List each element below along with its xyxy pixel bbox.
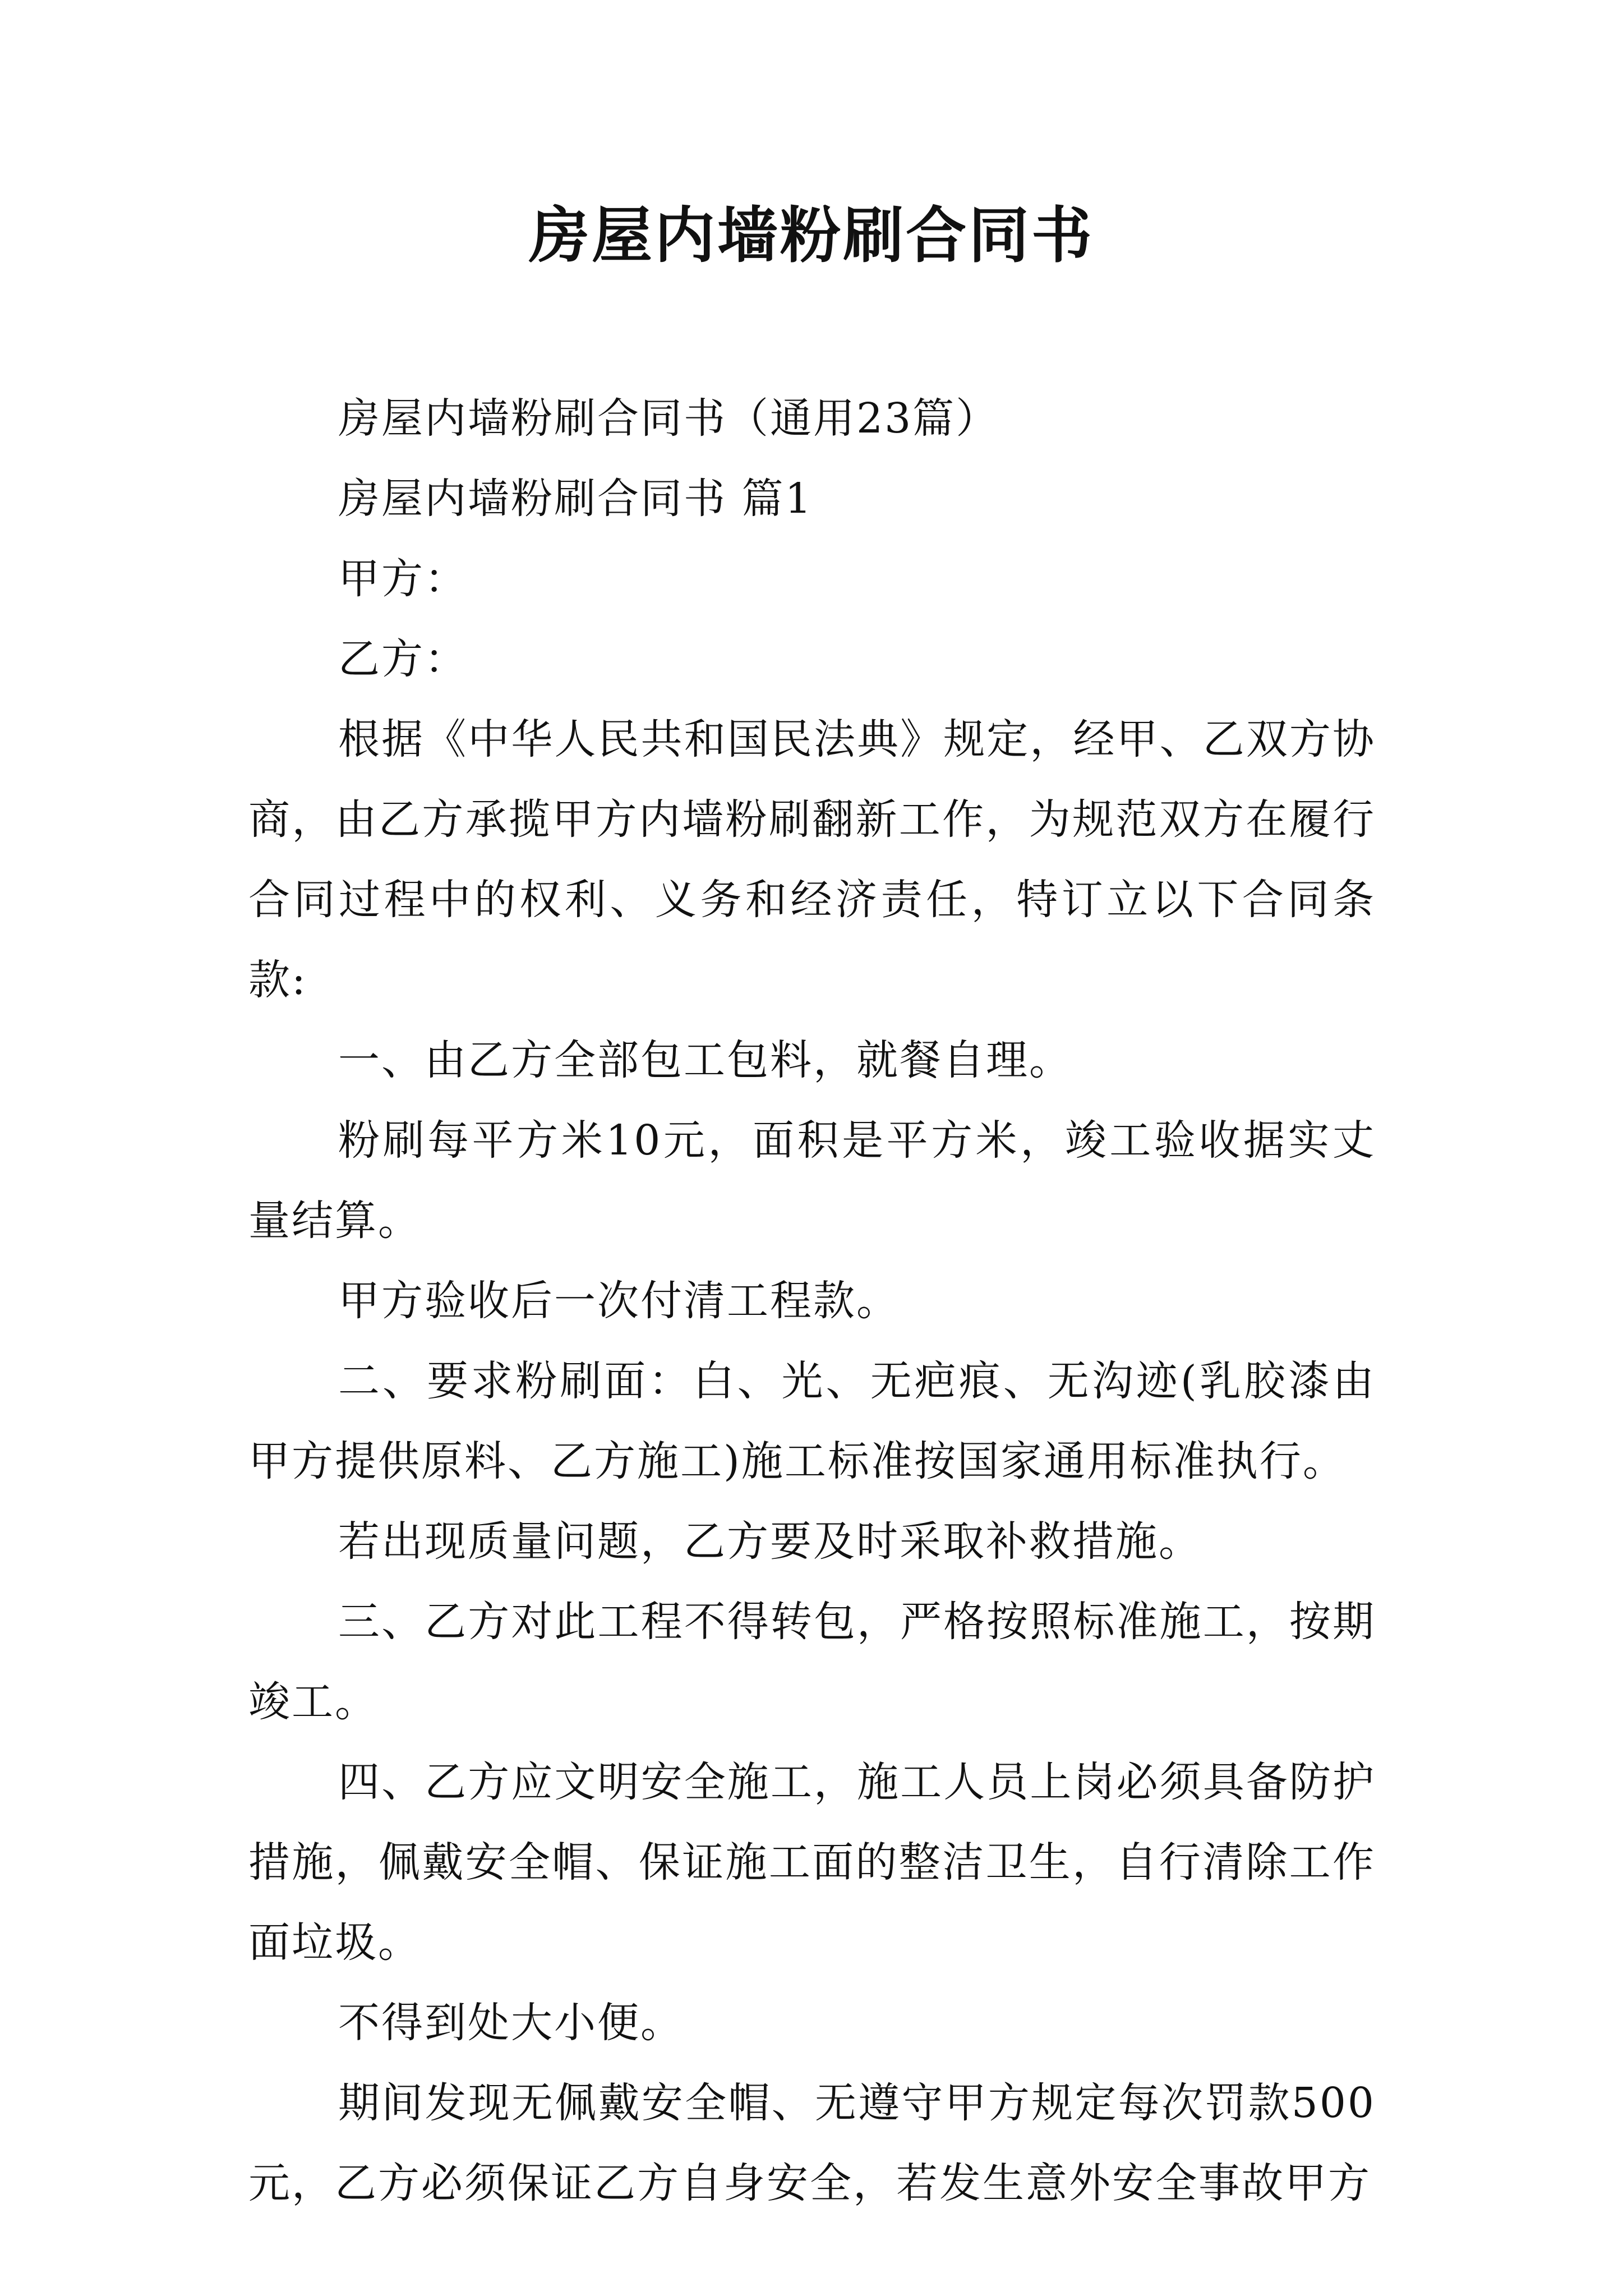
preamble-paragraph: 根据《中华人民共和国民法典》规定，经甲、乙双方协商，由乙方承揽甲方内墙粉刷翻新工作，为规范双方在履行合同过程中的权利、义务和经济责任，特订立以下合同条款: [248, 715, 1376, 1004]
payment-paragraph: 甲方验收后一次付清工程款。 [338, 1277, 900, 1325]
document-title: 房屋内墙粉刷合同书 [528, 200, 1094, 271]
party-a-line: 甲方： [338, 555, 468, 603]
penalty-paragraph: 期间发现无佩戴安全帽、无遵守甲方规定每次罚款500元，乙方必须保证乙方自身安全，若发生意外安全事故甲方 [248, 2079, 1376, 2207]
quality-paragraph: 若出现质量问题，乙方要及时采取补救措施。 [338, 1517, 1202, 1566]
clause-2: 二、要求粉刷面：白、光、无疤痕、无沟迹(乳胶漆由甲方提供原料、乙方施工)施工标准按国家通用标准执行。 [248, 1357, 1376, 1485]
hygiene-paragraph: 不得到处大小便。 [338, 1999, 684, 2047]
party-b-line: 乙方： [338, 635, 468, 683]
subtitle-line: 房屋内墙粉刷合同书（通用23篇） [338, 394, 999, 443]
clause-4: 四、乙方应文明安全施工，施工人员上岗必须具备防护措施，佩戴安全帽、保证施工面的整洁卫生，自行清除工作面垃圾。 [248, 1758, 1376, 1967]
clause-3: 三、乙方对此工程不得转包，严格按照标准施工，按期竣工。 [248, 1598, 1376, 1726]
document-body [248, 379, 1376, 2224]
price-paragraph: 粉刷每平方米10元，面积是平方米，竣工验收据实丈量结算。 [248, 1116, 1376, 1245]
section-heading: 房屋内墙粉刷合同书 篇1 [338, 475, 813, 523]
clause-1: 一、由乙方全部包工包料，就餐自理。 [338, 1036, 1072, 1084]
